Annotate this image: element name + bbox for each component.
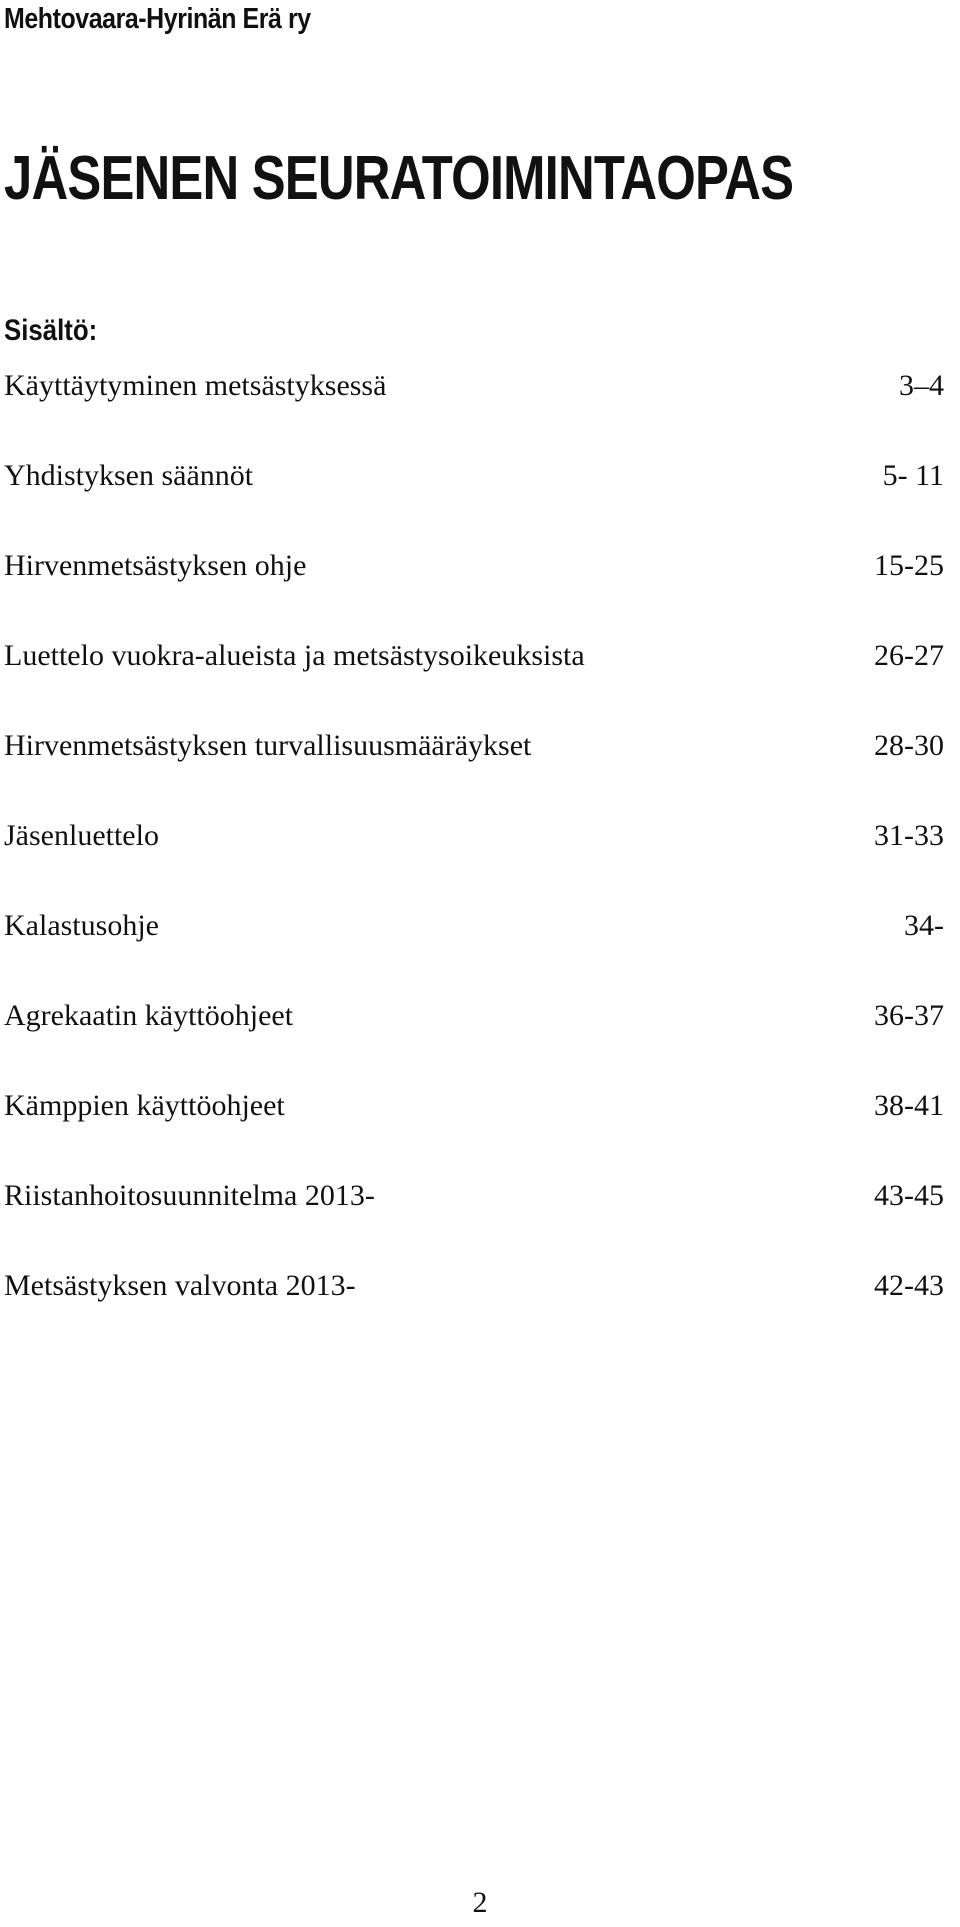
toc-entry-pages: 5- 11 <box>882 459 944 492</box>
page-title: JÄSENEN SEURATOIMINTAOPAS <box>4 144 794 213</box>
toc-entry <box>4 909 944 999</box>
toc-entry-pages: 42-43 <box>874 1269 944 1302</box>
toc-entry-title: Kämppien käyttöohjeet <box>4 1089 285 1122</box>
toc-entry <box>4 1089 944 1179</box>
toc-entry-pages: 15-25 <box>874 549 944 582</box>
toc-entry-pages: 3–4 <box>899 369 944 402</box>
toc-entry <box>4 639 944 729</box>
toc-entry-title: Riistanhoitosuunnitelma 2013- <box>4 1179 375 1212</box>
toc-entry-title: Käyttäytyminen metsästyksessä <box>4 369 387 402</box>
toc-entry-pages: 34- <box>904 909 944 942</box>
toc-entry <box>4 1179 944 1269</box>
toc-entry-title: Luettelo vuokra-alueista ja metsästysoikeuksista <box>4 639 585 672</box>
toc-entry-title: Hirvenmetsästyksen turvallisuusmääräykset <box>4 729 532 762</box>
toc-entry-title: Kalastusohje <box>4 909 159 942</box>
toc-entry <box>4 549 944 639</box>
toc-entry-title: Hirvenmetsästyksen ohje <box>4 549 307 582</box>
toc-entry-title: Yhdistyksen säännöt <box>4 459 254 492</box>
toc-entry-pages: 28-30 <box>874 729 944 762</box>
toc-entry-pages: 26-27 <box>874 639 944 672</box>
page-number: 2 <box>472 1886 488 1919</box>
toc-entry <box>4 819 944 909</box>
toc-entry-title: Metsästyksen valvonta 2013- <box>4 1269 356 1302</box>
toc-entry-title: Jäsenluettelo <box>4 819 159 852</box>
toc-entry <box>4 369 944 459</box>
toc-entry <box>4 729 944 819</box>
toc-entry <box>4 1269 944 1359</box>
toc-heading: Sisältö: <box>4 314 98 347</box>
toc-entry-title: Agrekaatin käyttöohjeet <box>4 999 294 1032</box>
toc-entry <box>4 459 944 549</box>
toc-entry-pages: 31-33 <box>874 819 944 852</box>
toc-entry-pages: 43-45 <box>874 1179 944 1212</box>
toc-entry-pages: 36-37 <box>874 999 944 1032</box>
organization-name: Mehtovaara-Hyrinän Erä ry <box>4 3 311 35</box>
toc-entry <box>4 999 944 1089</box>
toc-entry-pages: 38-41 <box>874 1089 944 1122</box>
table-of-contents <box>4 369 944 1359</box>
